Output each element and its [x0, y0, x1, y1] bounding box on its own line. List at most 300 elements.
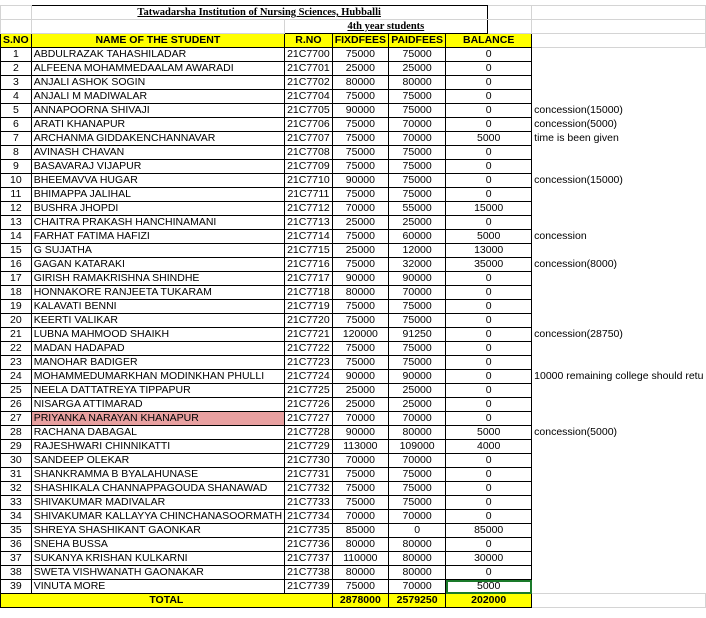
balance-cell[interactable]: 0: [446, 314, 532, 328]
name-cell[interactable]: SHREYA SHASHIKANT GAONKAR: [31, 524, 284, 538]
fixed-fee-cell[interactable]: 25000: [332, 384, 388, 398]
balance-cell[interactable]: 0: [446, 356, 532, 370]
balance-cell[interactable]: 30000: [446, 552, 532, 566]
rno-cell[interactable]: 21C7732: [285, 482, 333, 496]
name-cell[interactable]: KALAVATI BENNI: [31, 300, 284, 314]
paid-fee-cell[interactable]: 75000: [389, 188, 446, 202]
header-sno[interactable]: S.NO: [1, 34, 32, 48]
balance-cell[interactable]: 0: [446, 566, 532, 580]
balance-cell[interactable]: 0: [446, 398, 532, 412]
name-cell[interactable]: CHAITRA PRAKASH HANCHINAMANI: [31, 216, 284, 230]
sno-cell[interactable]: 26: [1, 398, 32, 412]
name-cell[interactable]: G SUJATHA: [31, 244, 284, 258]
balance-cell[interactable]: 0: [446, 216, 532, 230]
fixed-fee-cell[interactable]: 80000: [332, 286, 388, 300]
fixed-fee-cell[interactable]: 75000: [332, 342, 388, 356]
fixed-fee-cell[interactable]: 75000: [332, 160, 388, 174]
paid-fee-cell[interactable]: 12000: [389, 244, 446, 258]
fixed-fee-cell[interactable]: 25000: [332, 398, 388, 412]
remarks-cell[interactable]: [532, 286, 706, 300]
fixed-fee-cell[interactable]: 25000: [332, 62, 388, 76]
remarks-cell[interactable]: concession: [534, 230, 587, 242]
name-cell[interactable]: AVINASH CHAVAN: [31, 146, 284, 160]
total-label[interactable]: TOTAL: [1, 594, 333, 608]
rno-cell[interactable]: 21C7717: [285, 272, 333, 286]
remarks-cell[interactable]: [532, 580, 706, 594]
balance-cell[interactable]: 15000: [446, 202, 532, 216]
name-cell[interactable]: SHASHIKALA CHANNAPPAGOUDA SHANAWAD: [31, 482, 284, 496]
balance-cell[interactable]: 0: [446, 118, 532, 132]
rno-cell[interactable]: 21C7713: [285, 216, 333, 230]
rno-cell[interactable]: 21C7727: [285, 412, 333, 426]
rno-cell[interactable]: 21C7707: [285, 132, 333, 146]
fixed-fee-cell[interactable]: 113000: [332, 440, 388, 454]
sno-cell[interactable]: 3: [1, 76, 32, 90]
rno-cell[interactable]: 21C7723: [285, 356, 333, 370]
fixed-fee-cell[interactable]: 70000: [332, 454, 388, 468]
fixed-fee-cell[interactable]: 80000: [332, 538, 388, 552]
remarks-cell[interactable]: [532, 440, 706, 454]
rno-cell[interactable]: 21C7738: [285, 566, 333, 580]
fixed-fee-cell[interactable]: 75000: [332, 132, 388, 146]
sno-cell[interactable]: 21: [1, 328, 32, 342]
sno-cell[interactable]: 38: [1, 566, 32, 580]
fixed-fee-cell[interactable]: 75000: [332, 300, 388, 314]
balance-cell[interactable]: 5000: [446, 580, 532, 594]
fixed-fee-cell[interactable]: 25000: [332, 244, 388, 258]
sno-cell[interactable]: 11: [1, 188, 32, 202]
remarks-cell[interactable]: [532, 90, 706, 104]
sno-cell[interactable]: 7: [1, 132, 32, 146]
paid-fee-cell[interactable]: 75000: [389, 160, 446, 174]
name-cell[interactable]: MADAN HADAPAD: [31, 342, 284, 356]
sno-cell[interactable]: 8: [1, 146, 32, 160]
rno-cell[interactable]: 21C7710: [285, 174, 333, 188]
name-cell[interactable]: BUSHRA JHOPDI: [31, 202, 284, 216]
header-name[interactable]: NAME OF THE STUDENT: [31, 34, 284, 48]
empty-cell[interactable]: [1, 6, 32, 20]
name-cell[interactable]: VINUTA MORE: [31, 580, 284, 594]
name-cell[interactable]: RACHANA DABAGAL: [31, 426, 284, 440]
sno-cell[interactable]: 14: [1, 230, 32, 244]
rno-cell[interactable]: 21C7729: [285, 440, 333, 454]
rno-cell[interactable]: 21C7720: [285, 314, 333, 328]
rno-cell[interactable]: 21C7708: [285, 146, 333, 160]
paid-fee-cell[interactable]: 25000: [389, 384, 446, 398]
remarks-cell[interactable]: [532, 552, 706, 566]
sno-cell[interactable]: 34: [1, 510, 32, 524]
paid-fee-cell[interactable]: 25000: [389, 216, 446, 230]
rno-cell[interactable]: 21C7733: [285, 496, 333, 510]
fixed-fee-cell[interactable]: 80000: [332, 76, 388, 90]
name-cell[interactable]: ANJALI ASHOK SOGIN: [31, 76, 284, 90]
name-cell[interactable]: ANNAPOORNA SHIVAJI: [31, 104, 284, 118]
empty-cell[interactable]: [532, 6, 706, 20]
sno-cell[interactable]: 23: [1, 356, 32, 370]
table-row: [1, 440, 706, 454]
balance-cell[interactable]: 5000: [446, 230, 532, 244]
empty-cell[interactable]: [31, 20, 284, 34]
remarks-cell[interactable]: [532, 202, 706, 216]
remarks-cell[interactable]: [532, 160, 706, 174]
name-cell[interactable]: ANJALI M MADIWALAR: [31, 90, 284, 104]
name-cell[interactable]: HONNAKORE RANJEETA TUKARAM: [31, 286, 284, 300]
rno-cell[interactable]: 21C7734: [285, 510, 333, 524]
rno-cell[interactable]: 21C7719: [285, 300, 333, 314]
name-cell[interactable]: BHIMAPPA JALIHAL: [31, 188, 284, 202]
remarks-cell[interactable]: concession(15000): [534, 174, 623, 186]
fixed-fee-cell[interactable]: 120000: [332, 328, 388, 342]
rno-cell[interactable]: 21C7715: [285, 244, 333, 258]
table-row: [1, 216, 706, 230]
remarks-cell[interactable]: [532, 398, 706, 412]
total-balance[interactable]: 202000: [446, 594, 532, 608]
fixed-fee-cell[interactable]: 90000: [332, 370, 388, 384]
remarks-cell[interactable]: time is been given: [534, 132, 619, 144]
remarks-cell[interactable]: [532, 216, 706, 230]
fixed-fee-cell[interactable]: 70000: [332, 510, 388, 524]
name-cell[interactable]: MANOHAR BADIGER: [31, 356, 284, 370]
total-paid[interactable]: 2579250: [389, 594, 446, 608]
name-cell[interactable]: SWETA VISHWANATH GAONAKAR: [31, 566, 284, 580]
remarks-cell[interactable]: [532, 566, 706, 580]
paid-fee-cell[interactable]: 32000: [389, 258, 446, 272]
fixed-fee-cell[interactable]: 75000: [332, 580, 388, 594]
balance-cell[interactable]: 35000: [446, 258, 532, 272]
remarks-cell[interactable]: [532, 146, 706, 160]
rno-cell[interactable]: 21C7709: [285, 160, 333, 174]
rno-cell[interactable]: 21C7712: [285, 202, 333, 216]
remarks-cell[interactable]: concession(15000): [534, 104, 623, 116]
paid-fee-cell[interactable]: 25000: [389, 62, 446, 76]
sno-cell[interactable]: 20: [1, 314, 32, 328]
paid-fee-cell[interactable]: 25000: [389, 398, 446, 412]
table-row: [1, 132, 706, 146]
sno-cell[interactable]: 31: [1, 468, 32, 482]
remarks-cell[interactable]: [532, 538, 706, 552]
fixed-fee-cell[interactable]: 75000: [332, 48, 388, 62]
balance-cell[interactable]: 0: [446, 272, 532, 286]
remarks-cell[interactable]: [532, 412, 706, 426]
remarks-cell[interactable]: [532, 356, 706, 370]
paid-fee-cell[interactable]: 60000: [389, 230, 446, 244]
balance-cell[interactable]: 0: [446, 370, 532, 384]
remarks-cell[interactable]: [532, 314, 706, 328]
paid-fee-cell[interactable]: 75000: [389, 342, 446, 356]
rno-cell[interactable]: 21C7716: [285, 258, 333, 272]
balance-cell[interactable]: 5000: [446, 132, 532, 146]
sno-cell[interactable]: 2: [1, 62, 32, 76]
fixed-fee-cell[interactable]: 75000: [332, 258, 388, 272]
empty-cell[interactable]: [487, 6, 532, 20]
balance-cell[interactable]: 0: [446, 482, 532, 496]
remarks-cell[interactable]: [532, 342, 706, 356]
rno-cell[interactable]: 21C7701: [285, 62, 333, 76]
balance-cell[interactable]: 0: [446, 146, 532, 160]
rno-cell[interactable]: 21C7726: [285, 398, 333, 412]
name-cell[interactable]: RAJESHWARI CHINNIKATTI: [31, 440, 284, 454]
name-cell[interactable]: PRIYANKA NARAYAN KHANAPUR: [31, 412, 284, 426]
remarks-cell[interactable]: 10000 remaining college should retu: [534, 370, 704, 382]
rno-cell[interactable]: 21C7736: [285, 538, 333, 552]
fixed-fee-cell[interactable]: 75000: [332, 90, 388, 104]
rno-cell[interactable]: 21C7700: [285, 48, 333, 62]
balance-cell[interactable]: 0: [446, 496, 532, 510]
rno-cell[interactable]: 21C7735: [285, 524, 333, 538]
balance-cell[interactable]: 0: [446, 90, 532, 104]
balance-cell[interactable]: 5000: [446, 426, 532, 440]
paid-fee-cell[interactable]: 80000: [389, 566, 446, 580]
rno-cell[interactable]: 21C7728: [285, 426, 333, 440]
sno-cell[interactable]: 30: [1, 454, 32, 468]
name-cell[interactable]: ABDULRAZAK TAHASHILADAR: [31, 48, 284, 62]
fixed-fee-cell[interactable]: 75000: [332, 118, 388, 132]
fixed-fee-cell[interactable]: 110000: [332, 552, 388, 566]
balance-cell[interactable]: 0: [446, 48, 532, 62]
remarks-cell[interactable]: [532, 384, 706, 398]
balance-cell[interactable]: 0: [446, 104, 532, 118]
paid-fee-cell[interactable]: 90000: [389, 370, 446, 384]
fixed-fee-cell[interactable]: 75000: [332, 356, 388, 370]
fixed-fee-cell[interactable]: 90000: [332, 104, 388, 118]
balance-cell[interactable]: 0: [446, 412, 532, 426]
fixed-fee-cell[interactable]: 75000: [332, 188, 388, 202]
rno-cell[interactable]: 21C7705: [285, 104, 333, 118]
rno-cell[interactable]: 21C7718: [285, 286, 333, 300]
paid-fee-cell[interactable]: 109000: [389, 440, 446, 454]
balance-cell[interactable]: 0: [446, 454, 532, 468]
paid-fee-cell[interactable]: 70000: [389, 454, 446, 468]
fixed-fee-cell[interactable]: 75000: [332, 230, 388, 244]
paid-fee-cell[interactable]: 75000: [389, 146, 446, 160]
paid-fee-cell[interactable]: 80000: [389, 76, 446, 90]
balance-cell[interactable]: 0: [446, 300, 532, 314]
sno-cell[interactable]: 33: [1, 496, 32, 510]
paid-fee-cell[interactable]: 75000: [389, 356, 446, 370]
fixed-fee-cell[interactable]: 75000: [332, 496, 388, 510]
paid-fee-cell[interactable]: 80000: [389, 552, 446, 566]
balance-cell[interactable]: 0: [446, 538, 532, 552]
fixed-fee-cell[interactable]: 90000: [332, 426, 388, 440]
name-cell[interactable]: BHEEMAVVA HUGAR: [31, 174, 284, 188]
name-cell[interactable]: SHIVAKUMAR MADIVALAR: [31, 496, 284, 510]
fixed-fee-cell[interactable]: 90000: [332, 272, 388, 286]
sno-cell[interactable]: 18: [1, 286, 32, 300]
remarks-cell[interactable]: [532, 272, 706, 286]
header-paid[interactable]: PAIDFEES: [389, 34, 446, 48]
balance-cell[interactable]: 0: [446, 62, 532, 76]
paid-fee-cell[interactable]: 70000: [389, 412, 446, 426]
sno-cell[interactable]: 6: [1, 118, 32, 132]
remarks-cell[interactable]: [532, 496, 706, 510]
name-cell[interactable]: KEERTI VALIKAR: [31, 314, 284, 328]
name-cell[interactable]: ARATI KHANAPUR: [31, 118, 284, 132]
remarks-cell[interactable]: [532, 300, 706, 314]
remarks-cell[interactable]: [532, 48, 706, 62]
table-row: [1, 398, 706, 412]
sno-cell[interactable]: 28: [1, 426, 32, 440]
name-cell[interactable]: MOHAMMEDUMARKHAN MODINKHAN PHULLI: [31, 370, 284, 384]
name-cell[interactable]: BASAVARAJ VIJAPUR: [31, 160, 284, 174]
name-cell[interactable]: SANDEEP OLEKAR: [31, 454, 284, 468]
paid-fee-cell[interactable]: 75000: [389, 48, 446, 62]
sno-cell[interactable]: 9: [1, 160, 32, 174]
fixed-fee-cell[interactable]: 85000: [332, 524, 388, 538]
name-cell[interactable]: SUKANYA KRISHAN KULKARNI: [31, 552, 284, 566]
paid-fee-cell[interactable]: 70000: [389, 132, 446, 146]
paid-fee-cell[interactable]: 70000: [389, 286, 446, 300]
rno-cell[interactable]: 21C7725: [285, 384, 333, 398]
sno-cell[interactable]: 25: [1, 384, 32, 398]
remarks-cell[interactable]: concession(5000): [534, 426, 618, 438]
empty-cell[interactable]: [532, 594, 706, 608]
remarks-cell[interactable]: concession(28750): [534, 328, 623, 340]
paid-fee-cell[interactable]: 75000: [389, 300, 446, 314]
sno-cell[interactable]: 17: [1, 272, 32, 286]
rno-cell[interactable]: 21C7737: [285, 552, 333, 566]
paid-fee-cell[interactable]: 90000: [389, 272, 446, 286]
header-rno[interactable]: R.NO: [285, 34, 333, 48]
balance-cell[interactable]: 0: [446, 384, 532, 398]
rno-cell[interactable]: 21C7704: [285, 90, 333, 104]
name-cell[interactable]: SHANKRAMMA B BYALAHUNASE: [31, 468, 284, 482]
sno-cell[interactable]: 36: [1, 538, 32, 552]
fixed-fee-cell[interactable]: 80000: [332, 566, 388, 580]
sno-cell[interactable]: 13: [1, 216, 32, 230]
balance-cell[interactable]: 0: [446, 468, 532, 482]
sno-cell[interactable]: 24: [1, 370, 32, 384]
name-cell[interactable]: ALFEENA MOHAMMEDAALAM AWARADI: [31, 62, 284, 76]
sno-cell[interactable]: 32: [1, 482, 32, 496]
empty-cell[interactable]: [532, 34, 706, 48]
rno-cell[interactable]: 21C7722: [285, 342, 333, 356]
rno-cell[interactable]: 21C7721: [285, 328, 333, 342]
empty-cell[interactable]: [1, 20, 32, 34]
remarks-cell[interactable]: [532, 454, 706, 468]
rno-cell[interactable]: 21C7724: [285, 370, 333, 384]
sno-cell[interactable]: 4: [1, 90, 32, 104]
empty-cell[interactable]: [532, 20, 706, 34]
remarks-cell[interactable]: [532, 244, 706, 258]
fixed-fee-cell[interactable]: 90000: [332, 174, 388, 188]
remarks-cell[interactable]: [532, 188, 706, 202]
rno-cell[interactable]: 21C7711: [285, 188, 333, 202]
sno-cell[interactable]: 22: [1, 342, 32, 356]
balance-cell[interactable]: 0: [446, 76, 532, 90]
balance-cell[interactable]: 0: [446, 160, 532, 174]
fixed-fee-cell[interactable]: 70000: [332, 202, 388, 216]
remarks-cell[interactable]: concession(5000): [534, 118, 618, 130]
name-cell[interactable]: GIRISH RAMAKRISHNA SHINDHE: [31, 272, 284, 286]
paid-fee-cell[interactable]: 55000: [389, 202, 446, 216]
name-cell[interactable]: NEELA DATTATREYA TIPPAPUR: [31, 384, 284, 398]
paid-fee-cell[interactable]: 80000: [389, 538, 446, 552]
sno-cell[interactable]: 5: [1, 104, 32, 118]
sno-cell[interactable]: 29: [1, 440, 32, 454]
sno-cell[interactable]: 10: [1, 174, 32, 188]
paid-fee-cell[interactable]: 75000: [389, 174, 446, 188]
total-fixed[interactable]: 2878000: [332, 594, 388, 608]
rno-cell[interactable]: 21C7706: [285, 118, 333, 132]
paid-fee-cell[interactable]: 70000: [389, 580, 446, 594]
table-row: [1, 384, 706, 398]
rno-cell[interactable]: 21C7702: [285, 76, 333, 90]
balance-cell[interactable]: 0: [446, 174, 532, 188]
fixed-fee-cell[interactable]: 75000: [332, 482, 388, 496]
sno-cell[interactable]: 37: [1, 552, 32, 566]
fixed-fee-cell[interactable]: 75000: [332, 468, 388, 482]
sno-cell[interactable]: 19: [1, 300, 32, 314]
sno-cell[interactable]: 12: [1, 202, 32, 216]
sno-cell[interactable]: 15: [1, 244, 32, 258]
name-cell[interactable]: LUBNA MAHMOOD SHAIKH: [31, 328, 284, 342]
header-balance[interactable]: BALANCE: [446, 34, 532, 48]
sno-cell[interactable]: 1: [1, 48, 32, 62]
paid-fee-cell[interactable]: 0: [389, 524, 446, 538]
empty-cell[interactable]: [487, 20, 532, 34]
balance-cell[interactable]: 0: [446, 286, 532, 300]
header-fixed[interactable]: FIXDFEES: [332, 34, 388, 48]
rno-cell[interactable]: 21C7731: [285, 468, 333, 482]
paid-fee-cell[interactable]: 75000: [389, 90, 446, 104]
balance-cell[interactable]: 0: [446, 188, 532, 202]
sno-cell[interactable]: 16: [1, 258, 32, 272]
rno-cell[interactable]: 21C7739: [285, 580, 333, 594]
paid-fee-cell[interactable]: 70000: [389, 118, 446, 132]
paid-fee-cell[interactable]: 75000: [389, 482, 446, 496]
name-cell[interactable]: ARCHANMA GIDDAKENCHANNAVAR: [31, 132, 284, 146]
name-cell[interactable]: FARHAT FATIMA HAFIZI: [31, 230, 284, 244]
balance-cell[interactable]: 4000: [446, 440, 532, 454]
balance-cell[interactable]: 0: [446, 510, 532, 524]
remarks-cell[interactable]: [532, 468, 706, 482]
fixed-fee-cell[interactable]: 75000: [332, 314, 388, 328]
name-cell[interactable]: SHIVAKUMAR KALLAYYA CHINCHANASOORMATH: [31, 510, 284, 524]
balance-cell[interactable]: 0: [446, 328, 532, 342]
remarks-cell[interactable]: [532, 482, 706, 496]
name-cell[interactable]: GAGAN KATARAKI: [31, 258, 284, 272]
fixed-fee-cell[interactable]: 75000: [332, 146, 388, 160]
paid-fee-cell[interactable]: 75000: [389, 314, 446, 328]
remarks-cell[interactable]: concession(8000): [534, 258, 618, 270]
rno-cell[interactable]: 21C7714: [285, 230, 333, 244]
paid-fee-cell[interactable]: 75000: [389, 468, 446, 482]
remarks-cell[interactable]: [532, 524, 706, 538]
name-cell[interactable]: NISARGA ATTIMARAD: [31, 398, 284, 412]
fixed-fee-cell[interactable]: 70000: [332, 412, 388, 426]
paid-fee-cell[interactable]: 70000: [389, 510, 446, 524]
rno-cell[interactable]: 21C7730: [285, 454, 333, 468]
sno-cell[interactable]: 27: [1, 412, 32, 426]
paid-fee-cell[interactable]: 75000: [389, 104, 446, 118]
name-cell[interactable]: SNEHA BUSSA: [31, 538, 284, 552]
paid-fee-cell[interactable]: 91250: [389, 328, 446, 342]
balance-cell[interactable]: 0: [446, 342, 532, 356]
remarks-cell[interactable]: [532, 76, 706, 90]
table-row: [1, 272, 706, 286]
sno-cell[interactable]: 39: [1, 580, 32, 594]
paid-fee-cell[interactable]: 75000: [389, 496, 446, 510]
sno-cell[interactable]: 35: [1, 524, 32, 538]
remarks-cell[interactable]: [532, 510, 706, 524]
paid-fee-cell[interactable]: 80000: [389, 426, 446, 440]
balance-cell[interactable]: 13000: [446, 244, 532, 258]
remarks-cell[interactable]: [532, 62, 706, 76]
balance-cell[interactable]: 85000: [446, 524, 532, 538]
sheet-title[interactable]: Tatwadarsha Institution of Nursing Sciences, Hubballi: [31, 6, 487, 20]
fixed-fee-cell[interactable]: 25000: [332, 216, 388, 230]
sheet-subtitle[interactable]: 4th year students: [285, 20, 488, 34]
